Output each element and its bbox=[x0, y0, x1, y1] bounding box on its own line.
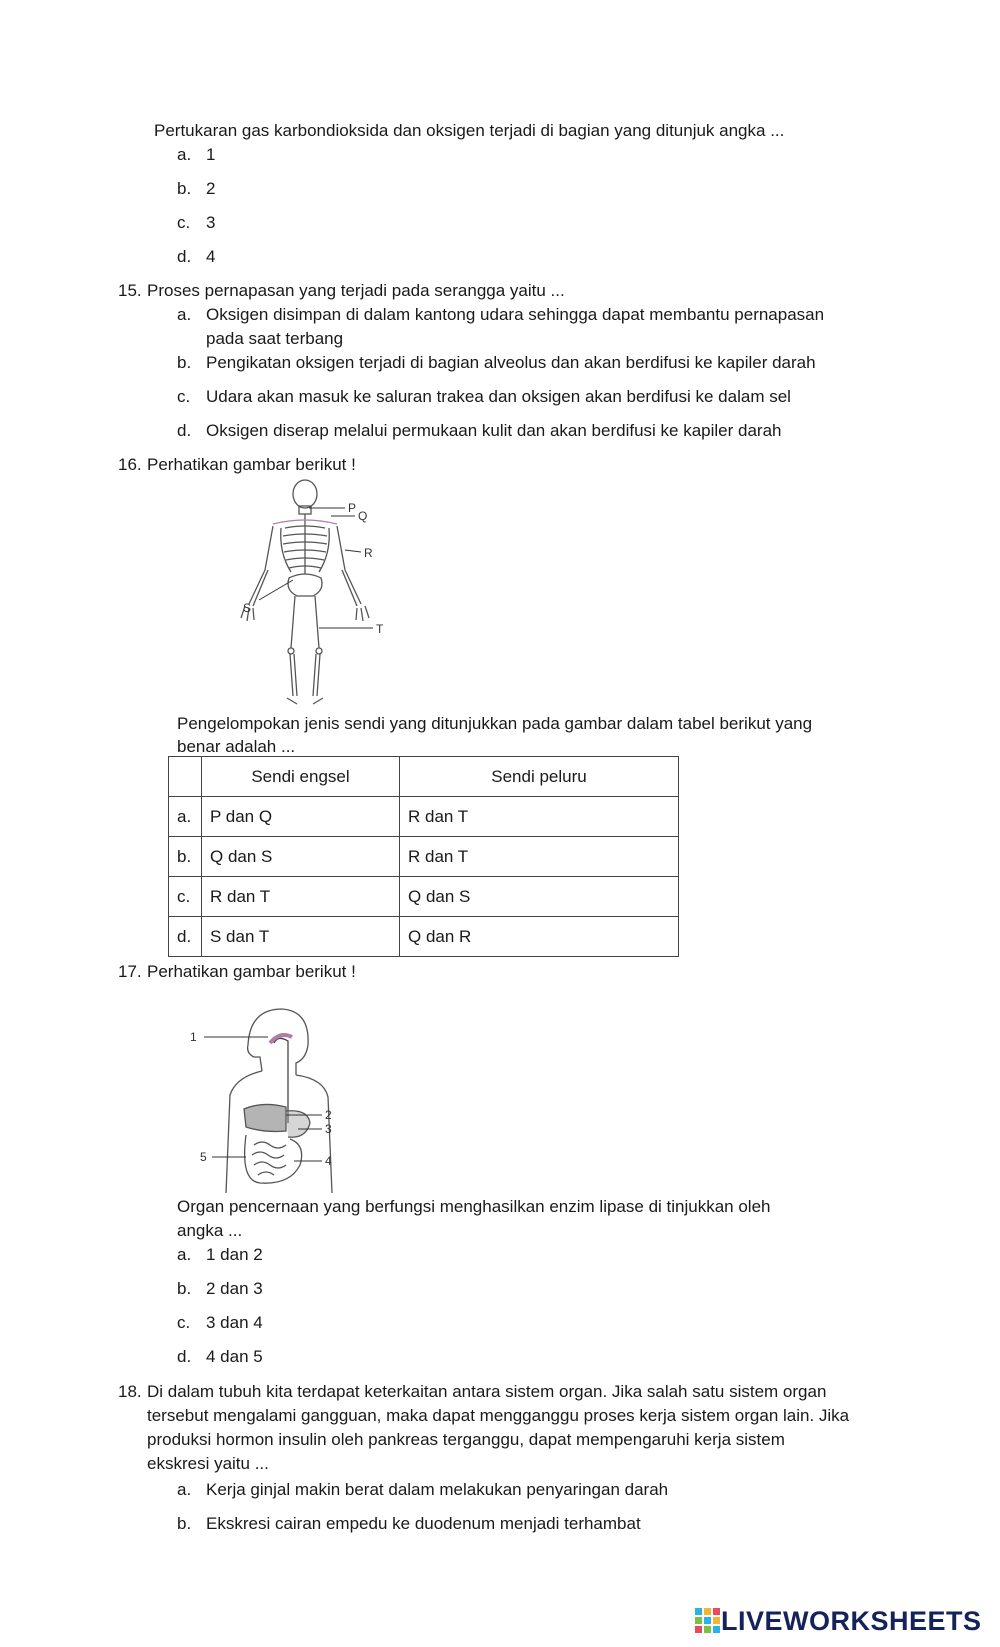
q18-number: 18. bbox=[118, 1382, 142, 1401]
logo-text: LIVEWORKSHEETS bbox=[721, 1606, 982, 1636]
q18-stem-line: tersebut mengalami gangguan, maka dapat mengganggu proses kerja sistem organ lain. Jika bbox=[147, 1406, 850, 1425]
table-header-row bbox=[169, 757, 679, 797]
option-letter: a. bbox=[177, 145, 192, 164]
table-cell: R dan T bbox=[202, 877, 400, 917]
option-letter: a. bbox=[177, 1245, 192, 1264]
option-text: 3 dan 4 bbox=[206, 1313, 263, 1332]
table-header-cell bbox=[169, 757, 202, 797]
table-cell: Q dan R bbox=[400, 917, 679, 957]
q16-question-line2: benar adalah ... bbox=[177, 737, 296, 756]
option-letter: a. bbox=[177, 305, 192, 324]
q17-number: 17. bbox=[118, 962, 142, 981]
table-row bbox=[169, 837, 679, 877]
option-text: Oksigen disimpan di dalam kantong udara sehingga dapat membantu pernapasan bbox=[206, 305, 825, 324]
table-header-cell: Sendi peluru bbox=[400, 757, 679, 797]
label-2: 2 bbox=[325, 1108, 332, 1122]
q15-stem: Proses pernapasan yang terjadi pada serangga yaitu ... bbox=[147, 281, 565, 300]
option-text: 4 bbox=[206, 247, 216, 266]
label-t: T bbox=[376, 622, 384, 636]
option-text: 1 dan 2 bbox=[206, 1245, 263, 1264]
q18-stem-line: ekskresi yaitu ... bbox=[147, 1454, 269, 1473]
q15-number: 15. bbox=[118, 281, 142, 300]
q17-question-line1: Organ pencernaan yang berfungsi menghasilkan enzim lipase di tinjukkan oleh bbox=[177, 1197, 771, 1216]
skull bbox=[293, 480, 317, 508]
option-letter: d. bbox=[177, 247, 192, 266]
table-cell: R dan T bbox=[400, 797, 679, 837]
option-text: Pengikatan oksigen terjadi di bagian alveolus dan akan berdifusi ke kapiler darah bbox=[206, 353, 816, 372]
option-text: 3 bbox=[206, 213, 216, 232]
option-letter: b. bbox=[177, 1514, 192, 1533]
q16-stem: Perhatikan gambar berikut ! bbox=[147, 455, 356, 474]
table-row bbox=[169, 797, 679, 837]
table-cell: Q dan S bbox=[202, 837, 400, 877]
table-row bbox=[169, 877, 679, 917]
option-text: Ekskresi cairan empedu ke duodenum menjadi terhambat bbox=[206, 1514, 641, 1533]
label-p: P bbox=[348, 501, 357, 515]
label-s: S bbox=[243, 601, 252, 615]
table-header-cell: Sendi engsel bbox=[202, 757, 400, 797]
table-row bbox=[169, 917, 679, 957]
option-letter: a. bbox=[177, 1480, 192, 1499]
q18-stem-line: Di dalam tubuh kita terdapat keterkaitan antara sistem organ. Jika salah satu sistem organ bbox=[147, 1382, 827, 1401]
option-text-continued: pada saat terbang bbox=[206, 329, 344, 348]
option-letter: c. bbox=[177, 387, 191, 406]
table-cell: R dan T bbox=[400, 837, 679, 877]
option-letter: b. bbox=[177, 179, 192, 198]
label-r: R bbox=[364, 546, 373, 560]
liveworksheets-logo[interactable] bbox=[695, 1608, 982, 1634]
option-text: 4 dan 5 bbox=[206, 1347, 263, 1366]
option-text: Kerja ginjal makin berat dalam melakukan penyaringan darah bbox=[206, 1480, 669, 1499]
q16-question-line1: Pengelompokan jenis sendi yang ditunjukkan pada gambar dalam tabel berikut yang bbox=[177, 714, 813, 733]
option-letter: c. bbox=[177, 213, 191, 232]
table-cell: c. bbox=[169, 877, 202, 917]
option-letter: b. bbox=[177, 1279, 192, 1298]
table-cell: S dan T bbox=[202, 917, 400, 957]
label-3: 3 bbox=[325, 1122, 332, 1136]
table-cell: d. bbox=[169, 917, 202, 957]
label-5: 5 bbox=[200, 1150, 207, 1164]
q18-stem-line: produksi hormon insulin oleh pankreas terganggu, dapat mempengaruhi kerja sistem bbox=[147, 1430, 785, 1449]
label-4: 4 bbox=[325, 1154, 332, 1168]
option-text: 2 dan 3 bbox=[206, 1279, 263, 1298]
option-text: 1 bbox=[206, 145, 216, 164]
option-letter: d. bbox=[177, 421, 192, 440]
option-text: Udara akan masuk ke saluran trakea dan oksigen akan berdifusi ke dalam sel bbox=[206, 387, 791, 406]
option-letter: d. bbox=[177, 1347, 192, 1366]
table-cell: b. bbox=[169, 837, 202, 877]
table-cell: Q dan S bbox=[400, 877, 679, 917]
option-text: Oksigen diserap melalui permukaan kulit dan akan berdifusi ke kapiler darah bbox=[206, 421, 782, 440]
joint-table bbox=[168, 756, 679, 957]
digestive-system-figure bbox=[190, 1005, 360, 1193]
table-cell: a. bbox=[169, 797, 202, 837]
q17-stem: Perhatikan gambar berikut ! bbox=[147, 962, 356, 981]
label-1: 1 bbox=[190, 1030, 197, 1044]
label-q: Q bbox=[358, 509, 368, 523]
head-outline bbox=[248, 1009, 308, 1075]
q17-question-line2: angka ... bbox=[177, 1221, 243, 1240]
skeleton-figure bbox=[235, 478, 415, 710]
option-letter: b. bbox=[177, 353, 192, 372]
option-letter: c. bbox=[177, 1313, 191, 1332]
q16-number: 16. bbox=[118, 455, 142, 474]
q18-stem bbox=[147, 1380, 849, 1476]
logo-icon bbox=[695, 1608, 721, 1634]
q14-stem: Pertukaran gas karbondioksida dan oksigen terjadi di bagian yang ditunjuk angka ... bbox=[154, 121, 785, 140]
table-cell: P dan Q bbox=[202, 797, 400, 837]
option-text: 2 bbox=[206, 179, 216, 198]
